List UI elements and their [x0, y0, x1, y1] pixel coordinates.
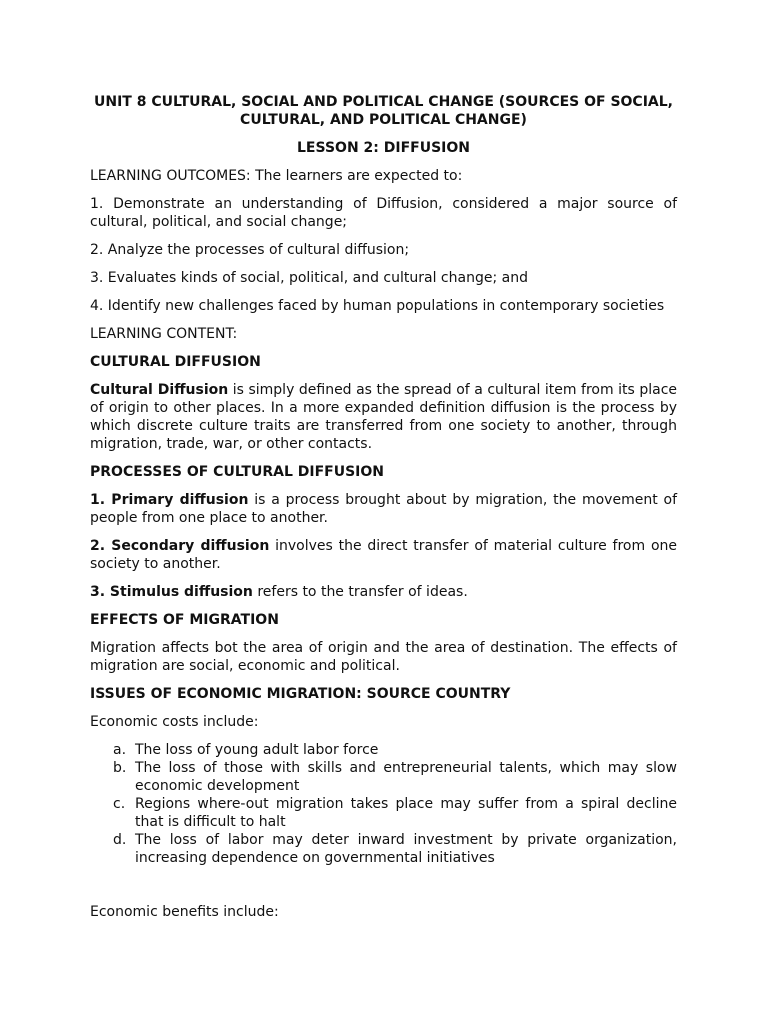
list-marker: b.	[113, 760, 127, 776]
list-item	[90, 831, 677, 867]
list-marker: a.	[113, 742, 127, 758]
blank-line	[90, 877, 677, 903]
section-heading-processes: PROCESSES OF CULTURAL DIFFUSION	[90, 464, 384, 480]
list-marker: c.	[113, 796, 126, 812]
benefits-intro: Economic benefits include:	[90, 904, 279, 920]
costs-intro: Economic costs include:	[90, 714, 259, 730]
list-item-text: Regions where-out migration takes place may suffer from a spiral decline that is difficult to halt	[135, 796, 677, 830]
list-marker: d.	[113, 832, 127, 848]
outcome-item: 1. Demonstrate an understanding of Diffusion, considered a major source of cultural, political, and social change;	[90, 196, 677, 230]
lesson-title: LESSON 2: DIFFUSION	[297, 140, 470, 156]
definition-text: is simply defined as the spread of a cultural item from its place of origin to other places. In a more expanded definition diffusion is the process by which discrete culture traits are transferred from one society to another, through migration, trade, war, or other contacts.	[90, 382, 677, 452]
outcome-item: 3. Evaluates kinds of social, political, and cultural change; and	[90, 270, 528, 286]
process-item	[90, 491, 677, 527]
unit-title: UNIT 8 CULTURAL, SOCIAL AND POLITICAL CHANGE (SOURCES OF SOCIAL, CULTURAL, AND POLITICAL CHANGE)	[93, 94, 673, 128]
list-item-text: The loss of labor may deter inward investment by private organization, increasing dependence on governmental initiatives	[135, 832, 677, 866]
list-item	[90, 759, 677, 795]
section-heading-cultural-diffusion: CULTURAL DIFFUSION	[90, 354, 261, 370]
costs-list	[90, 741, 677, 867]
process-text: refers to the transfer of ideas.	[252, 584, 468, 600]
cultural-diffusion-paragraph	[90, 381, 677, 453]
process-term: 3. Stimulus diffusion	[90, 584, 253, 600]
content-label: LEARNING CONTENT:	[90, 326, 238, 342]
outcomes-intro: LEARNING OUTCOMES: The learners are expected to:	[90, 168, 463, 184]
list-item-text: The loss of those with skills and entrepreneurial talents, which may slow economic development	[135, 760, 677, 794]
list-item-text: The loss of young adult labor force	[135, 742, 379, 758]
outcome-item: 4. Identify new challenges faced by human populations in contemporary societies	[90, 298, 665, 314]
process-text: is a process brought about by migration, the movement of people from one place to another.	[90, 492, 678, 526]
process-item	[90, 583, 677, 601]
process-term: 1. Primary diffusion	[90, 492, 249, 508]
process-item	[90, 537, 677, 573]
effects-paragraph: Migration affects bot the area of origin and the area of destination. The effects of migration are social, economic and political.	[90, 640, 677, 674]
process-text: involves the direct transfer of material culture from one society to another.	[90, 538, 677, 572]
list-item	[90, 741, 677, 759]
section-heading-issues: ISSUES OF ECONOMIC MIGRATION: SOURCE COUNTRY	[90, 686, 511, 702]
process-term: 2. Secondary diffusion	[90, 538, 270, 554]
document-body	[90, 93, 677, 931]
outcome-item: 2. Analyze the processes of cultural diffusion;	[90, 242, 410, 258]
term-cultural-diffusion: Cultural Diffusion	[90, 382, 229, 398]
section-heading-effects: EFFECTS OF MIGRATION	[90, 612, 279, 628]
list-item	[90, 795, 677, 831]
